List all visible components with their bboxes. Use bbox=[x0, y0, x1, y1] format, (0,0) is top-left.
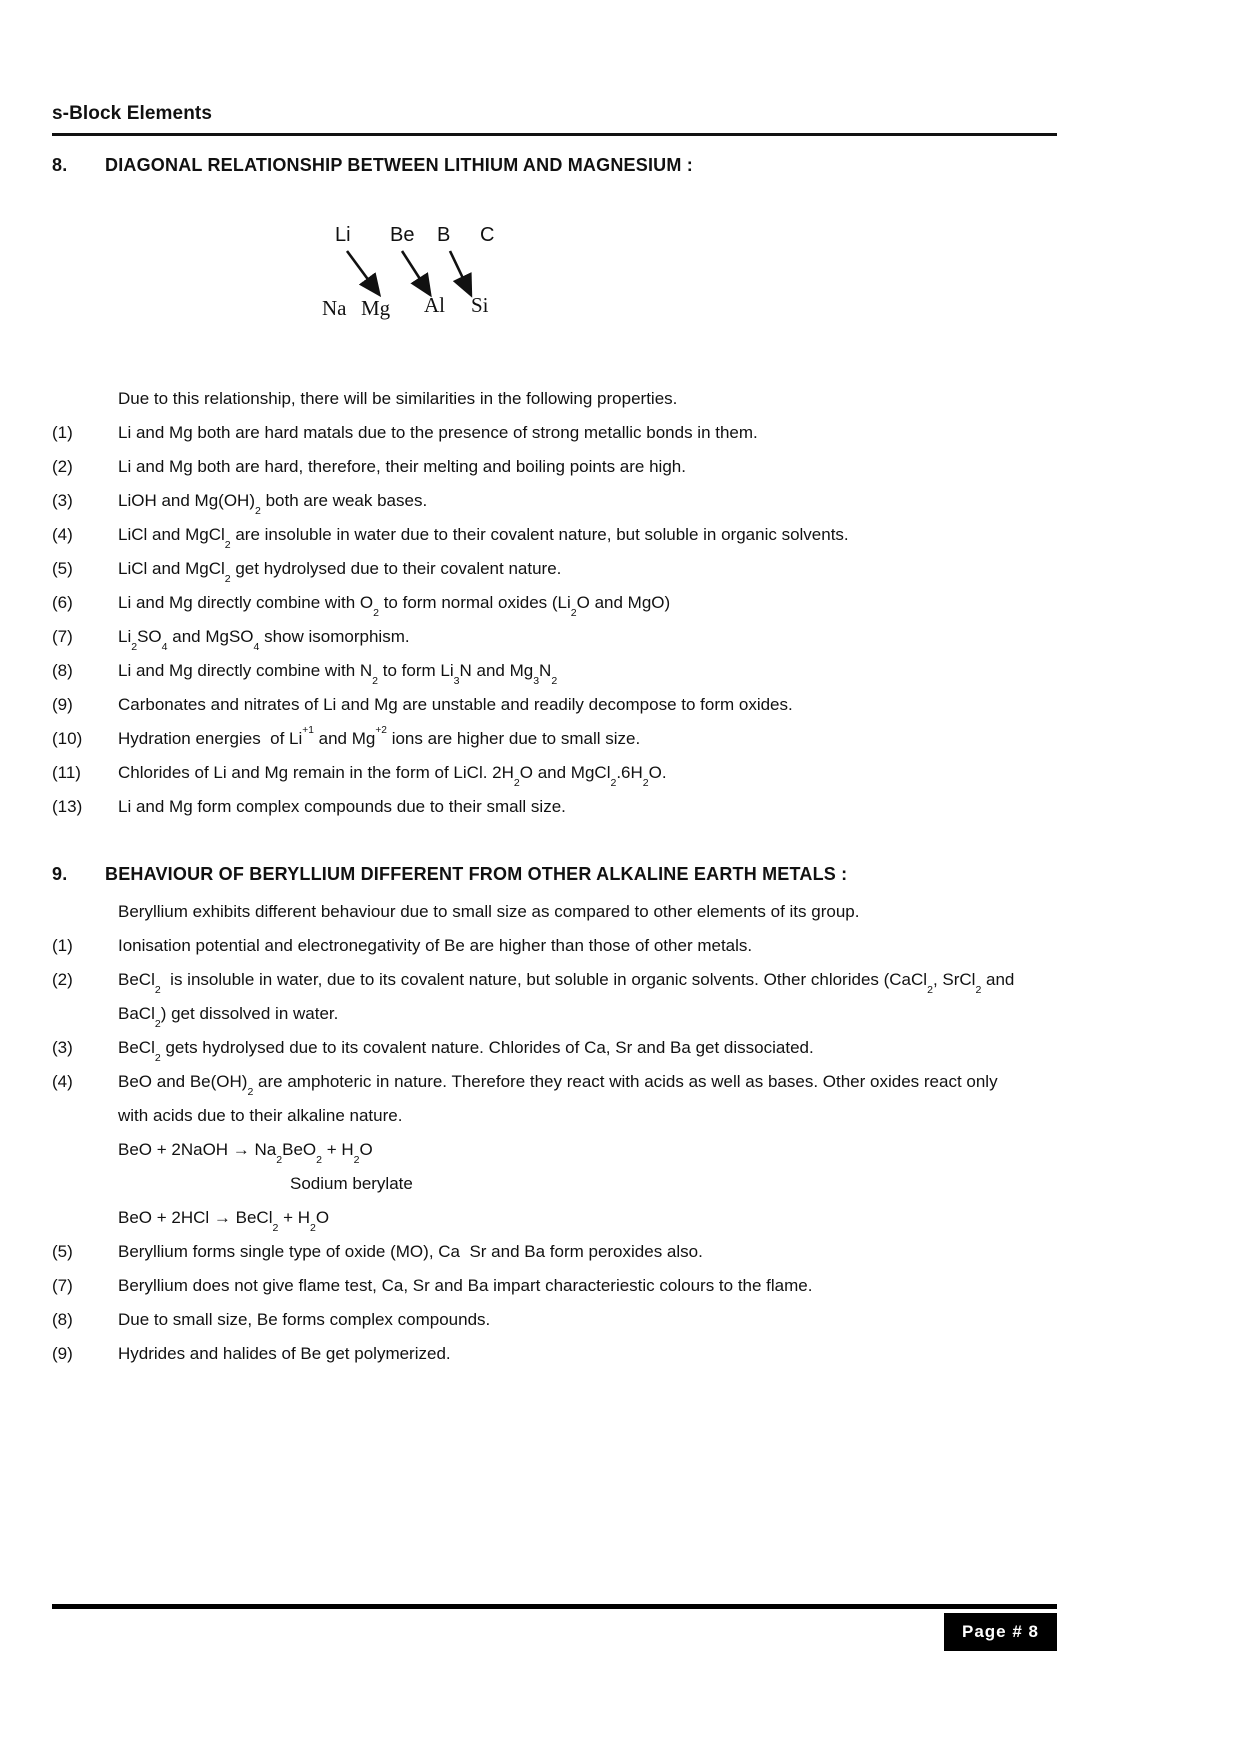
element-label-na: Na bbox=[322, 296, 347, 320]
section-number: 9. bbox=[52, 864, 68, 884]
item-number: (7) bbox=[52, 1276, 73, 1295]
item-text: Li and Mg both are hard, therefore, their melting and boiling points are high. bbox=[118, 457, 686, 476]
item-number: (8) bbox=[52, 661, 73, 680]
item-number: (10) bbox=[52, 729, 83, 748]
item-text: Beryllium does not give flame test, Ca, Sr and Ba impart characteriestic colours to the flame. bbox=[118, 1276, 813, 1295]
element-label-c: C bbox=[480, 224, 495, 246]
item-text: BeCl$_2$ gets hydrolysed due to its covalent nature. Chlorides of Ca, Sr and Ba get dissociated. bbox=[118, 1038, 814, 1064]
section-title: BEHAVIOUR OF BERYLLIUM DIFFERENT FROM OTHER ALKALINE EARTH METALS : bbox=[105, 864, 848, 884]
list-item bbox=[52, 929, 1057, 963]
section-number: 8. bbox=[52, 155, 68, 175]
item-text: Li and Mg form complex compounds due to their small size. bbox=[118, 797, 566, 816]
list-item bbox=[52, 1031, 1057, 1065]
list-item bbox=[52, 1303, 1057, 1337]
item-number: (1) bbox=[52, 423, 73, 442]
item-text: BeO and $Be(OH)_2$ are amphoteric in nature. Therefore they react with acids as well as bases. Other oxides react only with acids due to their alkaline nature. bbox=[118, 1072, 998, 1125]
item-text: Hydrides and halides of Be get polymerized. bbox=[118, 1344, 451, 1363]
list-item bbox=[52, 790, 1057, 824]
list-item bbox=[52, 722, 1057, 756]
diagonal-arrow-icon bbox=[52, 176, 1057, 366]
list-item bbox=[52, 688, 1057, 722]
item-number: (11) bbox=[52, 763, 81, 782]
item-text: Chlorides of Li and Mg remain in the form of LiCl. $2H_2O$ and $MgCl_2.6H_2O$. bbox=[118, 763, 667, 789]
section-8-heading bbox=[52, 155, 1057, 176]
section-8-list bbox=[52, 416, 1057, 824]
section-9-intro: Beryllium exhibits different behaviour due to small size as compared to other elements of its group. bbox=[118, 902, 860, 921]
section-9-heading bbox=[52, 864, 1057, 885]
page-title: s-Block Elements bbox=[52, 103, 212, 124]
list-item bbox=[52, 484, 1057, 518]
chemical-equation: BeO + 2NaOH → $Na_2BeO_2 + H_2O$ bbox=[118, 1140, 373, 1166]
diagonal-relationship-diagram bbox=[52, 176, 1057, 366]
item-text: LiOH and $Mg(OH)_2$ both are weak bases. bbox=[118, 491, 428, 517]
item-text: Carbonates and nitrates of Li and Mg are unstable and readily decompose to form oxides. bbox=[118, 695, 793, 714]
item-number: (1) bbox=[52, 936, 73, 955]
item-text: Beryllium forms single type of oxide (MO), Ca Sr and Ba form peroxides also. bbox=[118, 1242, 703, 1261]
item-text: Li and Mg both are hard matals due to the presence of strong metallic bonds in them. bbox=[118, 423, 758, 442]
element-label-b: B bbox=[437, 224, 451, 246]
list-item bbox=[52, 1065, 1057, 1133]
item-number: (8) bbox=[52, 1310, 73, 1329]
page-number-badge: Page # 8 bbox=[944, 1613, 1057, 1651]
list-item bbox=[52, 1269, 1057, 1303]
item-number: (13) bbox=[52, 797, 83, 816]
section-8-intro: Due to this relationship, there will be similarities in the following properties. bbox=[118, 389, 678, 408]
element-label-si: Si bbox=[471, 293, 489, 317]
item-number: (9) bbox=[52, 695, 73, 714]
list-item bbox=[52, 1337, 1057, 1371]
item-text: Due to small size, Be forms complex compounds. bbox=[118, 1310, 491, 1329]
list-item bbox=[52, 1235, 1057, 1269]
list-item bbox=[52, 518, 1057, 552]
item-text: $Li_2SO_4$ and MgSO$_4$ show isomorphism. bbox=[118, 627, 410, 653]
list-item bbox=[52, 654, 1057, 688]
section-title: DIAGONAL RELATIONSHIP BETWEEN LITHIUM AND MAGNESIUM : bbox=[105, 155, 693, 175]
element-label-al: Al bbox=[424, 293, 445, 317]
item-text: Li and Mg directly combine with $O_2$ to form normal oxides ($Li_2O$ and MgO) bbox=[118, 593, 671, 619]
item-text: LiCl and MgCl$_2$ are insoluble in water due to their covalent nature, but soluble in organic solvents. bbox=[118, 525, 849, 551]
item-number: (5) bbox=[52, 1242, 73, 1261]
item-text: Hydration energies of $Li^{+1}$ and $Mg^{+2}$ ions are higher due to small size. bbox=[118, 724, 641, 748]
list-item bbox=[52, 756, 1057, 790]
chemical-equation: BeO + 2HCl → BeCl$_2$ + $H_2O$ bbox=[118, 1208, 330, 1234]
list-item bbox=[52, 620, 1057, 654]
footer-divider bbox=[52, 1604, 1057, 1609]
item-number: (9) bbox=[52, 1344, 73, 1363]
item-number: (6) bbox=[52, 593, 73, 612]
list-item bbox=[52, 552, 1057, 586]
item-text: BeCl$_2$ is insoluble in water, due to its covalent nature, but soluble in organic solvents. Other chlorides (CaCl$_2$, SrCl$_2$ and BaCl$_2$) get dissolved in water. bbox=[118, 970, 1015, 1030]
item-number: (3) bbox=[52, 491, 73, 510]
element-label-li: Li bbox=[335, 224, 351, 246]
list-item bbox=[52, 586, 1057, 620]
item-text: LiCl and MgCl$_2$ get hydrolysed due to their covalent nature. bbox=[118, 559, 562, 585]
item-number: (4) bbox=[52, 1072, 73, 1091]
list-item bbox=[52, 450, 1057, 484]
item-number: (3) bbox=[52, 1038, 73, 1057]
header-divider bbox=[52, 133, 1057, 136]
item-number: (5) bbox=[52, 559, 73, 578]
item-number: (7) bbox=[52, 627, 73, 646]
list-item bbox=[52, 963, 1057, 1031]
element-label-be: Be bbox=[390, 224, 415, 246]
item-number: (2) bbox=[52, 970, 73, 989]
item-number: (4) bbox=[52, 525, 73, 544]
element-label-mg: Mg bbox=[361, 296, 391, 320]
item-text: Li and Mg directly combine with $N_2$ to form $Li_3N$ and $Mg_3N_2$ bbox=[118, 661, 558, 687]
equation-caption: Sodium berylate bbox=[290, 1174, 413, 1193]
list-item bbox=[52, 416, 1057, 450]
item-number: (2) bbox=[52, 457, 73, 476]
section-9-list bbox=[52, 929, 1057, 1371]
item-text: Ionisation potential and electronegativity of Be are higher than those of other metals. bbox=[118, 936, 753, 955]
